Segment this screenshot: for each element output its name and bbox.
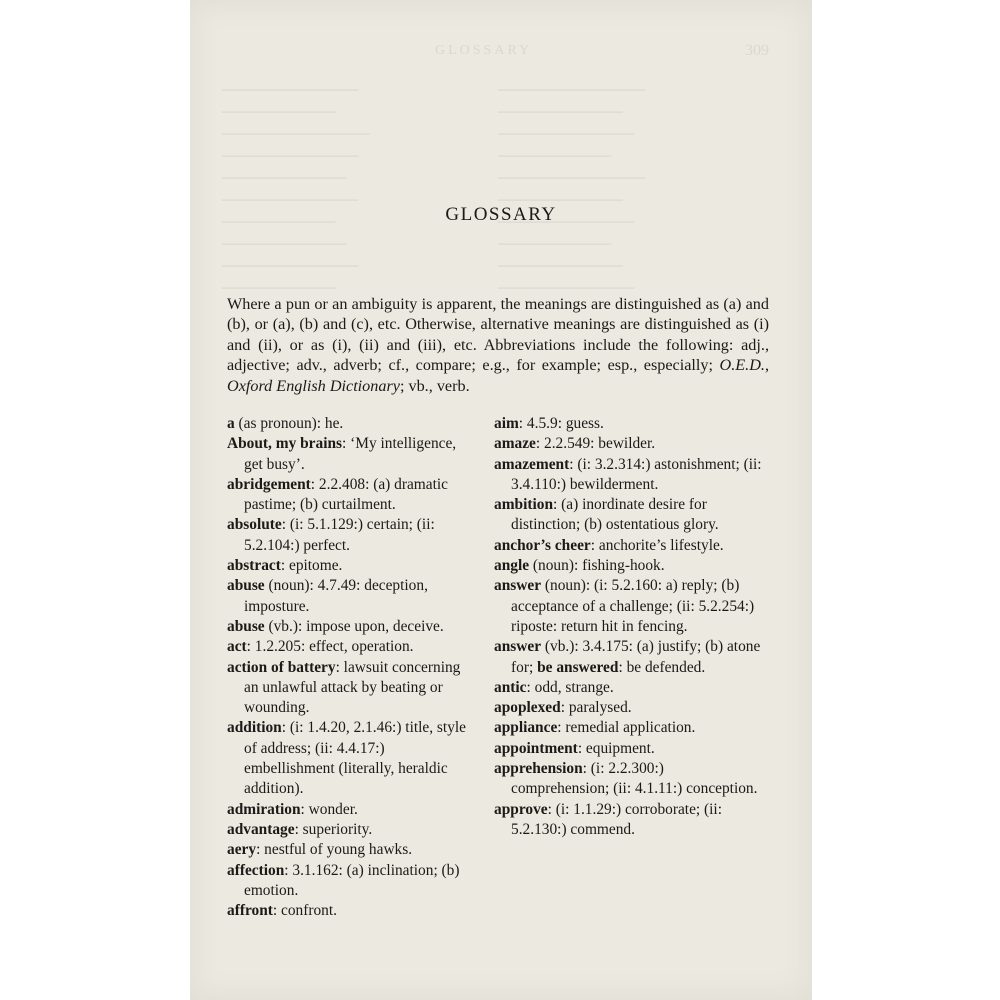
glossary-definition: : (i: 2.2.300:) comprehension; (ii: 4.1.11:) conception. xyxy=(511,760,758,798)
glossary-entry xyxy=(227,800,472,820)
glossary-term: answer xyxy=(494,577,542,595)
glossary-entry xyxy=(227,475,472,516)
glossary-column-left xyxy=(227,414,472,921)
glossary-definition: : odd, strange. xyxy=(526,678,614,696)
glossary-definition: : (i: 5.1.129:) certain; (ii: 5.2.104:) perfect. xyxy=(244,516,435,554)
glossary-definition: (noun): fishing-hook. xyxy=(529,557,665,575)
glossary-entry xyxy=(227,861,472,902)
glossary-term: abridgement xyxy=(227,475,311,493)
glossary-definition: : 3.1.162: (a) inclination; (b) emotion. xyxy=(244,861,460,899)
glossary-definition: : confront. xyxy=(272,902,338,920)
glossary-entry xyxy=(227,658,472,719)
glossary-entry xyxy=(494,678,764,698)
glossary-term: abstract xyxy=(227,557,281,575)
glossary-term: aery xyxy=(227,841,257,859)
glossary-term: affection xyxy=(227,861,285,879)
bleed-through-page-number: 309 xyxy=(745,42,769,59)
glossary-definition: : ‘My intelligence, get busy’. xyxy=(244,435,457,473)
glossary-definition: : remedial application. xyxy=(557,719,696,737)
glossary-term: anchor’s cheer xyxy=(494,536,591,554)
glossary-definition: : (i: 1.1.29:) corroborate; (ii: 5.2.130:) commend. xyxy=(511,800,722,838)
bleed-through-text-right: ───────────── ─────────── ──────────── ────────── ───────────── ─────────── ──────────── ────────── ─────────── ──────────── xyxy=(498,82,646,297)
glossary-entry xyxy=(494,800,764,841)
glossary-entry xyxy=(227,820,472,840)
glossary-entry xyxy=(494,718,764,738)
intro-paragraph: Where a pun or an ambiguity is apparent, the meanings are distinguished as (a) and (b), or (a), (b) and (c), etc. Otherwise, alternative meanings are distinguished as (i) and (ii), or as (i), (ii) and (iii), etc. Abbreviations include the following: adj., adjective; adv., adverb; cf., compare; e.g., for example; esp., especially; O.E.D., Oxford English Dictionary; vb., verb. xyxy=(227,295,769,395)
glossary-term: angle xyxy=(494,557,530,575)
glossary-entry xyxy=(227,840,472,860)
glossary-term: admiration xyxy=(227,800,301,818)
glossary-definition: : be defended. xyxy=(618,658,706,676)
intro-text-end: ; vb., verb. xyxy=(399,376,470,395)
intro-text: Where a pun or an ambiguity is apparent, the meanings are distinguished as (a) and (b), or (a), (b) and (c), etc. Otherwise, alternative meanings are distinguished as (i) and (ii), or as (i), (ii) and (iii), etc. Abbreviations include the following: adj., adjective; adv., adverb; cf., compare; e.g., for example; esp., especially; xyxy=(227,295,769,375)
glossary-definition: : (a) inordinate desire for distinction; (b) ostentatious glory. xyxy=(511,496,719,534)
glossary-entry xyxy=(494,576,764,637)
glossary-entry xyxy=(494,495,764,536)
glossary-term: appliance xyxy=(494,719,558,737)
glossary-entry xyxy=(494,536,764,556)
glossary-definition: (noun): (i: 5.2.160: a) reply; (b) acceptance of a challenge; (ii: 5.2.254:) riposte: return hit in fencing. xyxy=(511,577,755,635)
glossary-definition: : (i: 1.4.20, 2.1.46:) title, style of address; (ii: 4.4.17:) embellishment (literally, heraldic addition). xyxy=(244,719,466,798)
glossary-definition: : 1.2.205: effect, operation. xyxy=(246,638,414,656)
glossary-definition: : 2.2.549: bewilder. xyxy=(535,435,656,453)
glossary-entry xyxy=(494,556,764,576)
glossary-entry xyxy=(227,576,472,617)
glossary-term: About, my brains xyxy=(227,435,343,453)
glossary-definition: : equipment. xyxy=(577,739,655,757)
glossary-entry xyxy=(494,455,764,496)
glossary-term: abuse xyxy=(227,617,265,635)
glossary-entry xyxy=(494,637,764,678)
glossary-group-right-b xyxy=(494,678,764,840)
glossary-definition: (noun): 4.7.49: deception, imposture. xyxy=(244,577,428,615)
glossary-entry xyxy=(227,515,472,556)
page-title: GLOSSARY xyxy=(445,204,557,225)
glossary-term: amaze xyxy=(494,435,536,453)
glossary-definition: : anchorite’s lifestyle. xyxy=(590,536,724,554)
intro-oed-abbreviation: O.E.D. xyxy=(719,356,765,375)
bleed-through-text-left: ──────────── ────────── ───────────── ──────────── ─────────── ──────────── ────────── ─────────── ──────────── ────────── xyxy=(222,82,370,297)
glossary-definition: (as pronoun): he. xyxy=(234,415,344,432)
glossary-definition: : (i: 3.2.314:) astonishment; (ii: 3.4.110:) bewilderment. xyxy=(511,455,762,493)
glossary-entry xyxy=(494,698,764,718)
glossary-definition: : epitome. xyxy=(280,557,343,575)
glossary-entry xyxy=(494,759,764,800)
glossary-definition: : paralysed. xyxy=(560,699,632,717)
glossary-term: antic xyxy=(494,678,527,696)
glossary-definition: (vb.): impose upon, deceive. xyxy=(264,617,444,635)
glossary-entry xyxy=(227,414,472,434)
glossary-definition: : 4.5.9: guess. xyxy=(518,415,604,432)
glossary-subterm: be answered xyxy=(537,658,619,676)
glossary-term: act xyxy=(227,638,247,656)
glossary-entry xyxy=(494,739,764,759)
glossary-column-right xyxy=(494,414,764,840)
glossary-term: advantage xyxy=(227,820,295,838)
glossary-term: apprehension xyxy=(494,760,583,778)
glossary-entry xyxy=(227,718,472,799)
glossary-definition: : lawsuit concerning an unlawful attack by beating or wounding. xyxy=(244,658,461,717)
intro-oed-title: Oxford English Dictionary xyxy=(227,376,400,395)
glossary-definition: : superiority. xyxy=(294,820,373,838)
glossary-term: apoplexed xyxy=(494,699,561,717)
glossary-definition: : 2.2.408: (a) dramatic pastime; (b) curtailment. xyxy=(244,475,448,514)
glossary-group-right-a xyxy=(494,414,764,637)
glossary-term: affront xyxy=(227,902,273,920)
glossary-entry xyxy=(494,434,764,454)
book-page xyxy=(190,0,812,1000)
glossary-definition: (vb.): 3.4.175: (a) justify; (b) atone for; xyxy=(511,638,761,676)
glossary-entry xyxy=(494,414,764,434)
glossary-term: approve xyxy=(494,800,548,818)
glossary-definition: : wonder. xyxy=(300,800,358,818)
glossary-term: a xyxy=(227,415,235,432)
glossary-entry xyxy=(227,637,472,657)
glossary-entry xyxy=(227,901,472,921)
glossary-term: aim xyxy=(494,415,519,432)
bleed-through-header: GLOSSARY xyxy=(435,43,533,58)
glossary-term: absolute xyxy=(227,516,282,534)
glossary-entry xyxy=(227,556,472,576)
glossary-definition: : nestful of young hawks. xyxy=(256,841,413,859)
glossary-entry xyxy=(227,617,472,637)
glossary-term: amazement xyxy=(494,455,570,473)
glossary-term: addition xyxy=(227,719,282,737)
glossary-entry xyxy=(227,434,472,475)
glossary-term: ambition xyxy=(494,496,554,514)
glossary-term: answer xyxy=(494,638,542,656)
glossary-term: appointment xyxy=(494,739,578,757)
glossary-term: action of battery xyxy=(227,658,336,676)
glossary-term: abuse xyxy=(227,577,265,595)
